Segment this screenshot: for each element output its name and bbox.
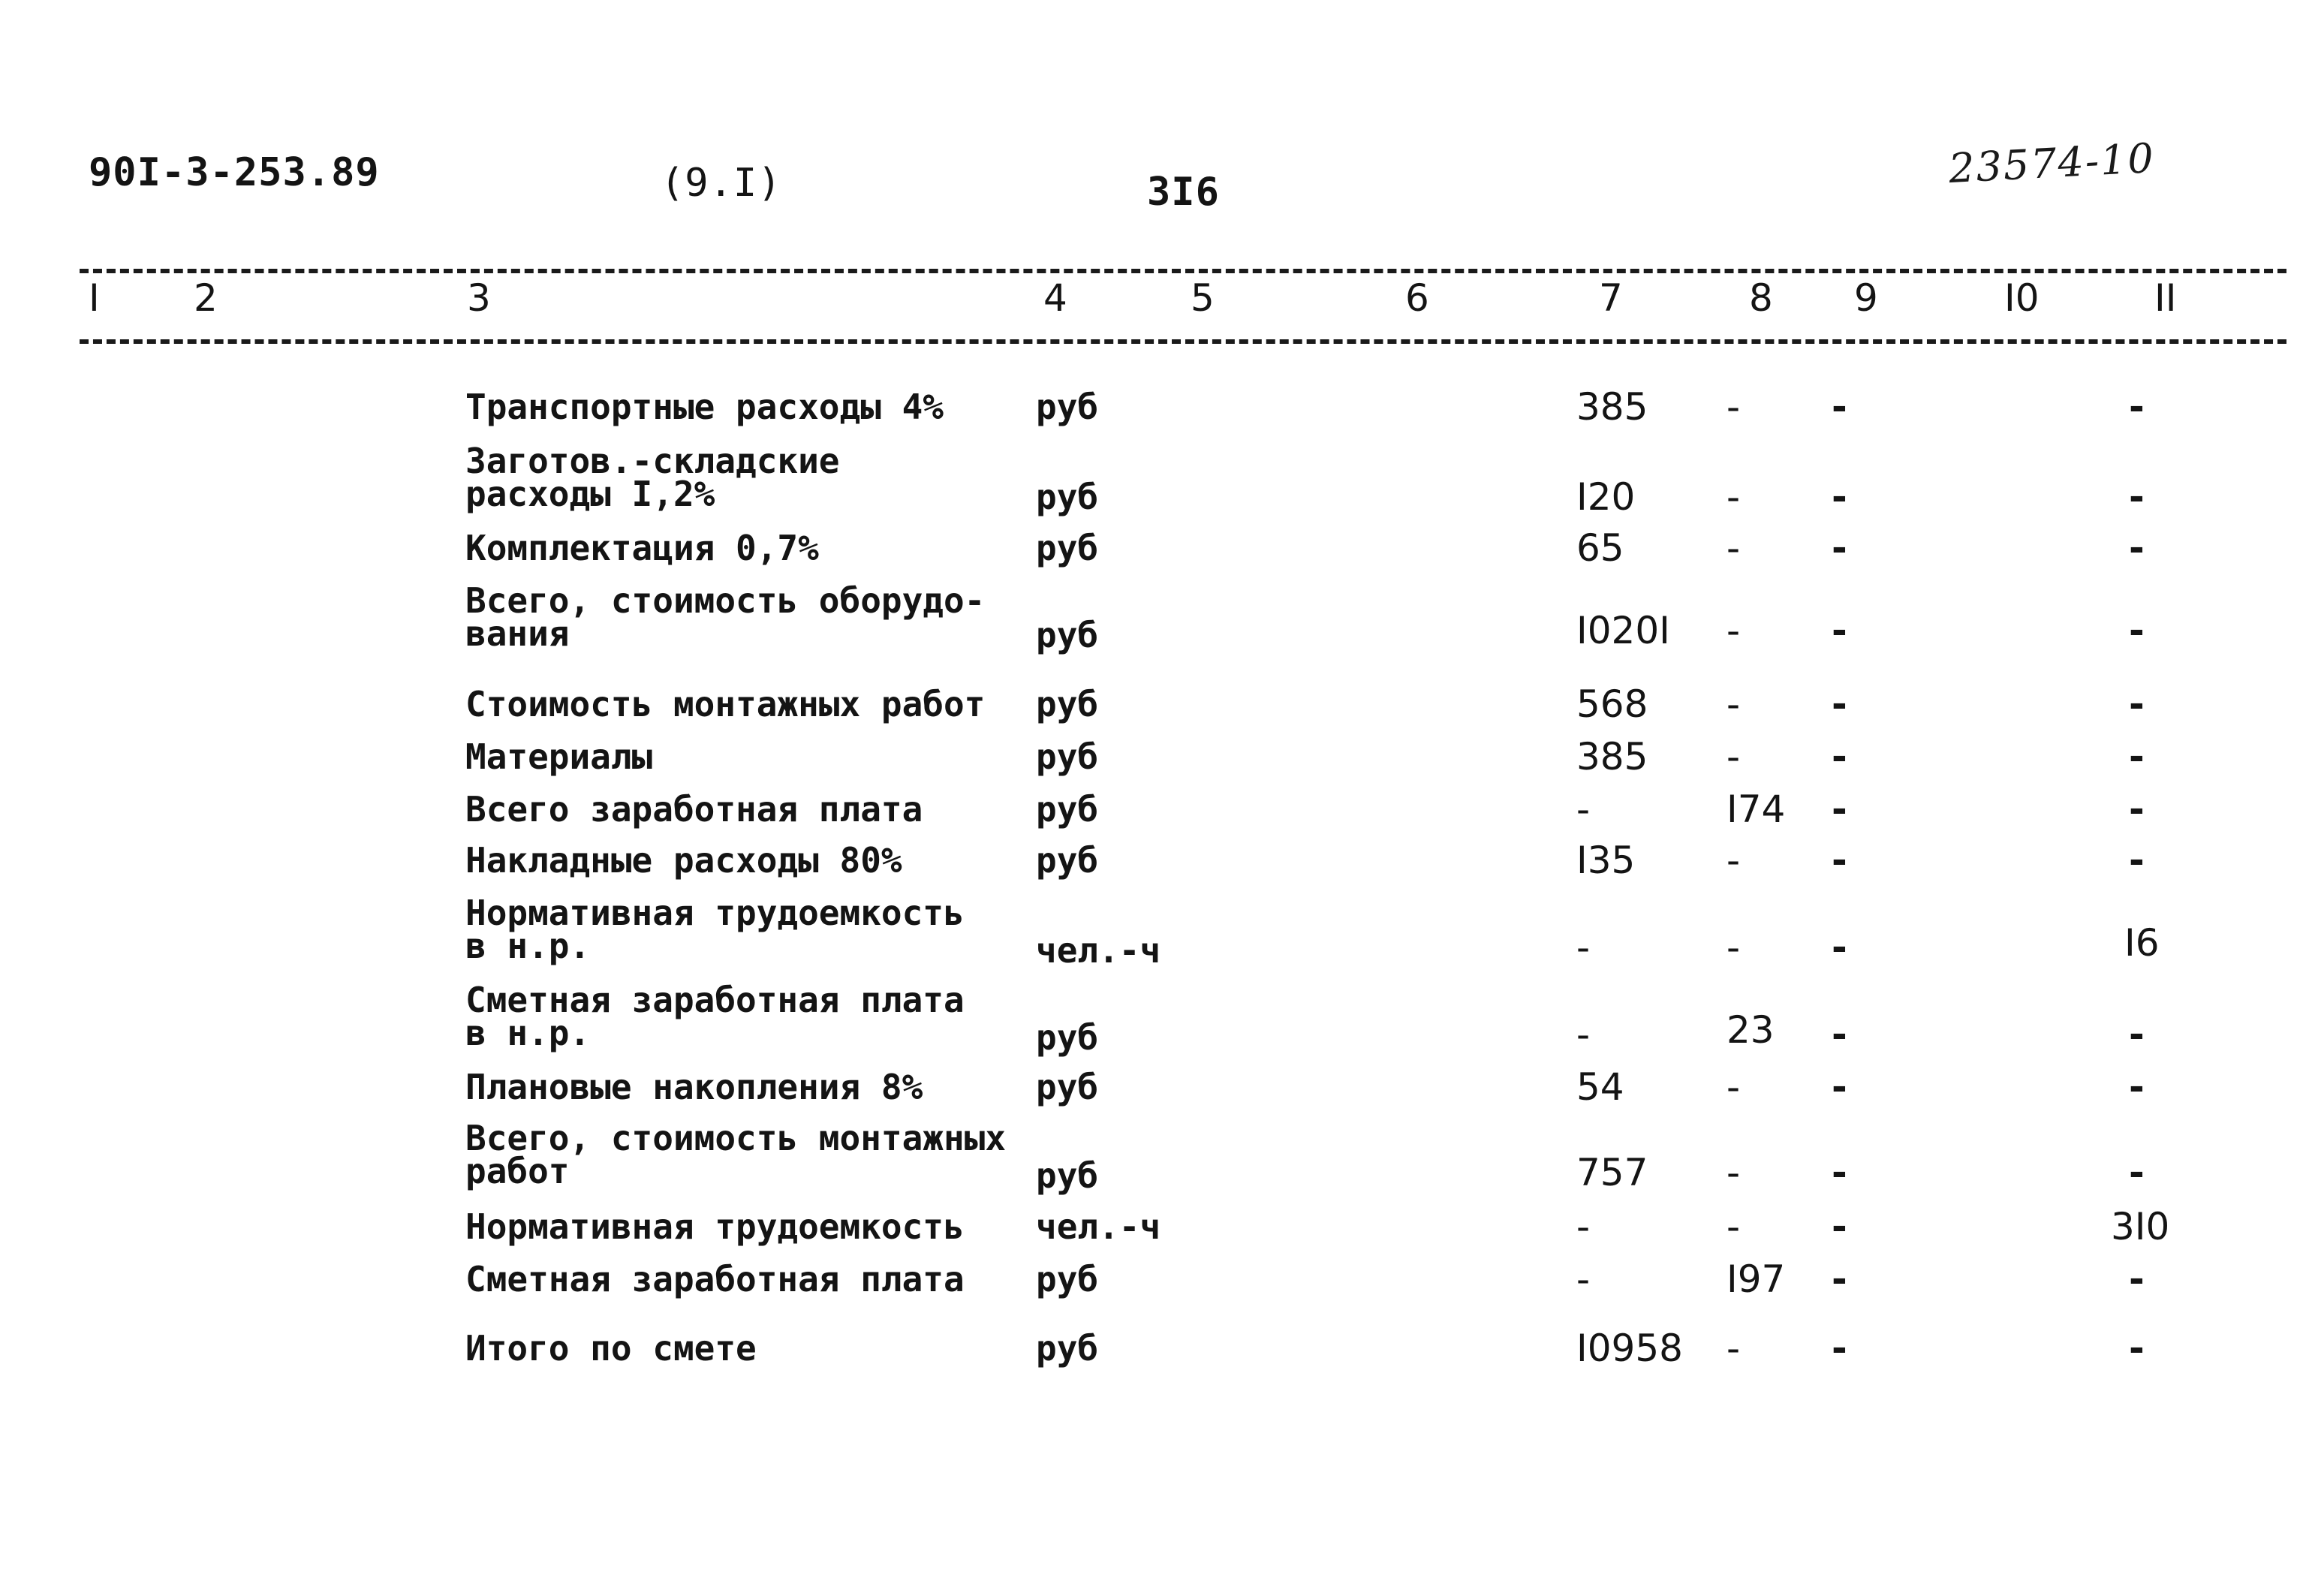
row-value-col8: - [1726, 1151, 1741, 1194]
row-unit: чел.-ч [1036, 930, 1161, 971]
row-value-col9: - [1832, 1065, 1847, 1109]
row-value-col8: - [1726, 1326, 1741, 1370]
row-label: Сметная заработная плата в н.р. [465, 980, 965, 1053]
row-value-col7: 65 [1576, 526, 1624, 570]
row-value-col7: I020I [1576, 609, 1670, 652]
row-unit: руб [1036, 840, 1099, 881]
column-header-4: 4 [1043, 276, 1067, 320]
row-value-col7: - [1576, 1013, 1591, 1056]
row-value-col8: - [1726, 526, 1741, 570]
row-value-col11: - [2129, 1326, 2145, 1370]
row-unit: руб [1036, 387, 1099, 427]
column-header-1: I [89, 276, 100, 320]
row-value-col8: - [1726, 385, 1741, 429]
row-value-col7: - [1576, 1257, 1591, 1301]
column-header-5: 5 [1191, 276, 1215, 320]
row-value-col8: 23 [1726, 1008, 1775, 1052]
row-unit: руб [1036, 1155, 1099, 1196]
row-label: Плановые накопления 8% [465, 1067, 923, 1107]
row-label: Всего, стоимость оборудо- вания [465, 580, 986, 654]
row-value-col9: - [1832, 475, 1847, 519]
row-unit: руб [1036, 789, 1099, 830]
row-value-col11: 3I0 [2111, 1205, 2170, 1248]
row-label: Нормативная трудоемкость в н.р. [465, 893, 965, 966]
column-header-7: 7 [1599, 276, 1623, 320]
row-value-col7: 385 [1576, 735, 1648, 778]
row-value-col11: - [2129, 787, 2145, 831]
row-label: Всего, стоимость монтажных работ [465, 1118, 1007, 1191]
row-value-col7: 757 [1576, 1151, 1648, 1194]
row-value-col7: - [1576, 787, 1591, 831]
row-label: Материалы [465, 736, 653, 777]
row-value-col7: I20 [1576, 475, 1636, 519]
row-value-col7: 568 [1576, 682, 1648, 726]
row-value-col11: - [2129, 609, 2145, 652]
row-unit: руб [1036, 1328, 1099, 1369]
row-label: Транспортные расходы 4% [465, 387, 944, 427]
row-value-col7: I0958 [1576, 1326, 1683, 1370]
row-value-col9: - [1832, 926, 1847, 969]
handwritten-sheet-number: 23574-10 [1947, 134, 2157, 193]
section-number: (9.I) [661, 161, 782, 206]
row-value-col9: - [1832, 1326, 1847, 1370]
column-header-8: 8 [1749, 276, 1773, 320]
row-unit: руб [1036, 477, 1099, 517]
row-unit: руб [1036, 1017, 1099, 1058]
row-label: Заготов.-складские расходы I,2% [465, 441, 840, 514]
row-value-col8: - [1726, 475, 1741, 519]
row-unit: руб [1036, 615, 1099, 655]
row-value-col8: - [1726, 735, 1741, 778]
column-header-6: 6 [1405, 276, 1429, 320]
row-value-col8: - [1726, 926, 1741, 969]
row-value-col8: - [1726, 1205, 1741, 1248]
column-header-10: I0 [2004, 276, 2040, 320]
row-value-col11: I6 [2124, 921, 2160, 965]
row-value-col9: - [1832, 839, 1847, 882]
column-header-11: II [2154, 276, 2177, 320]
row-label: Итого по смете [465, 1328, 757, 1369]
row-value-col11: - [2129, 526, 2145, 570]
row-value-col9: - [1832, 526, 1847, 570]
row-value-col9: - [1832, 787, 1847, 831]
row-value-col11: - [2129, 385, 2145, 429]
row-label: Нормативная трудоемкость [465, 1206, 965, 1247]
row-value-col11: - [2129, 1013, 2145, 1056]
row-value-col8: - [1726, 682, 1741, 726]
row-unit: руб [1036, 528, 1099, 568]
column-header-2: 2 [194, 276, 218, 320]
row-unit: руб [1036, 1067, 1099, 1107]
column-header-9: 9 [1854, 276, 1878, 320]
row-value-col8: - [1726, 839, 1741, 882]
row-value-col9: - [1832, 682, 1847, 726]
row-label: Стоимость монтажных работ [465, 684, 986, 724]
row-value-col8: - [1726, 609, 1741, 652]
row-label: Комплектация 0,7% [465, 528, 819, 568]
row-unit: руб [1036, 736, 1099, 777]
row-value-col9: - [1832, 1013, 1847, 1056]
row-value-col8: - [1726, 1065, 1741, 1109]
row-value-col11: - [2129, 475, 2145, 519]
header-rule-top [80, 269, 2286, 273]
row-unit: руб [1036, 1259, 1099, 1299]
row-value-col7: 54 [1576, 1065, 1624, 1109]
column-header-3: 3 [467, 276, 491, 320]
row-value-col8: I74 [1726, 787, 1786, 831]
row-value-col9: - [1832, 385, 1847, 429]
row-value-col11: - [2129, 735, 2145, 778]
row-value-col9: - [1832, 1151, 1847, 1194]
row-value-col8: I97 [1726, 1257, 1786, 1301]
row-value-col11: - [2129, 1257, 2145, 1301]
row-label: Накладные расходы 80% [465, 840, 902, 881]
row-value-col11: - [2129, 1151, 2145, 1194]
document-code: 90I-3-253.89 [89, 150, 380, 195]
row-value-col7: - [1576, 926, 1591, 969]
row-label: Сметная заработная плата [465, 1259, 965, 1299]
row-value-col9: - [1832, 1257, 1847, 1301]
row-unit: руб [1036, 684, 1099, 724]
row-value-col9: - [1832, 1205, 1847, 1248]
page-number: 3I6 [1147, 170, 1220, 215]
row-value-col9: - [1832, 735, 1847, 778]
header-rule-bottom [80, 339, 2286, 344]
row-value-col7: I35 [1576, 839, 1636, 882]
row-value-col7: - [1576, 1205, 1591, 1248]
row-value-col11: - [2129, 682, 2145, 726]
row-label: Всего заработная плата [465, 789, 923, 830]
row-value-col11: - [2129, 839, 2145, 882]
row-value-col7: 385 [1576, 385, 1648, 429]
row-value-col11: - [2129, 1065, 2145, 1109]
row-value-col9: - [1832, 609, 1847, 652]
row-unit: чел.-ч [1036, 1206, 1161, 1247]
